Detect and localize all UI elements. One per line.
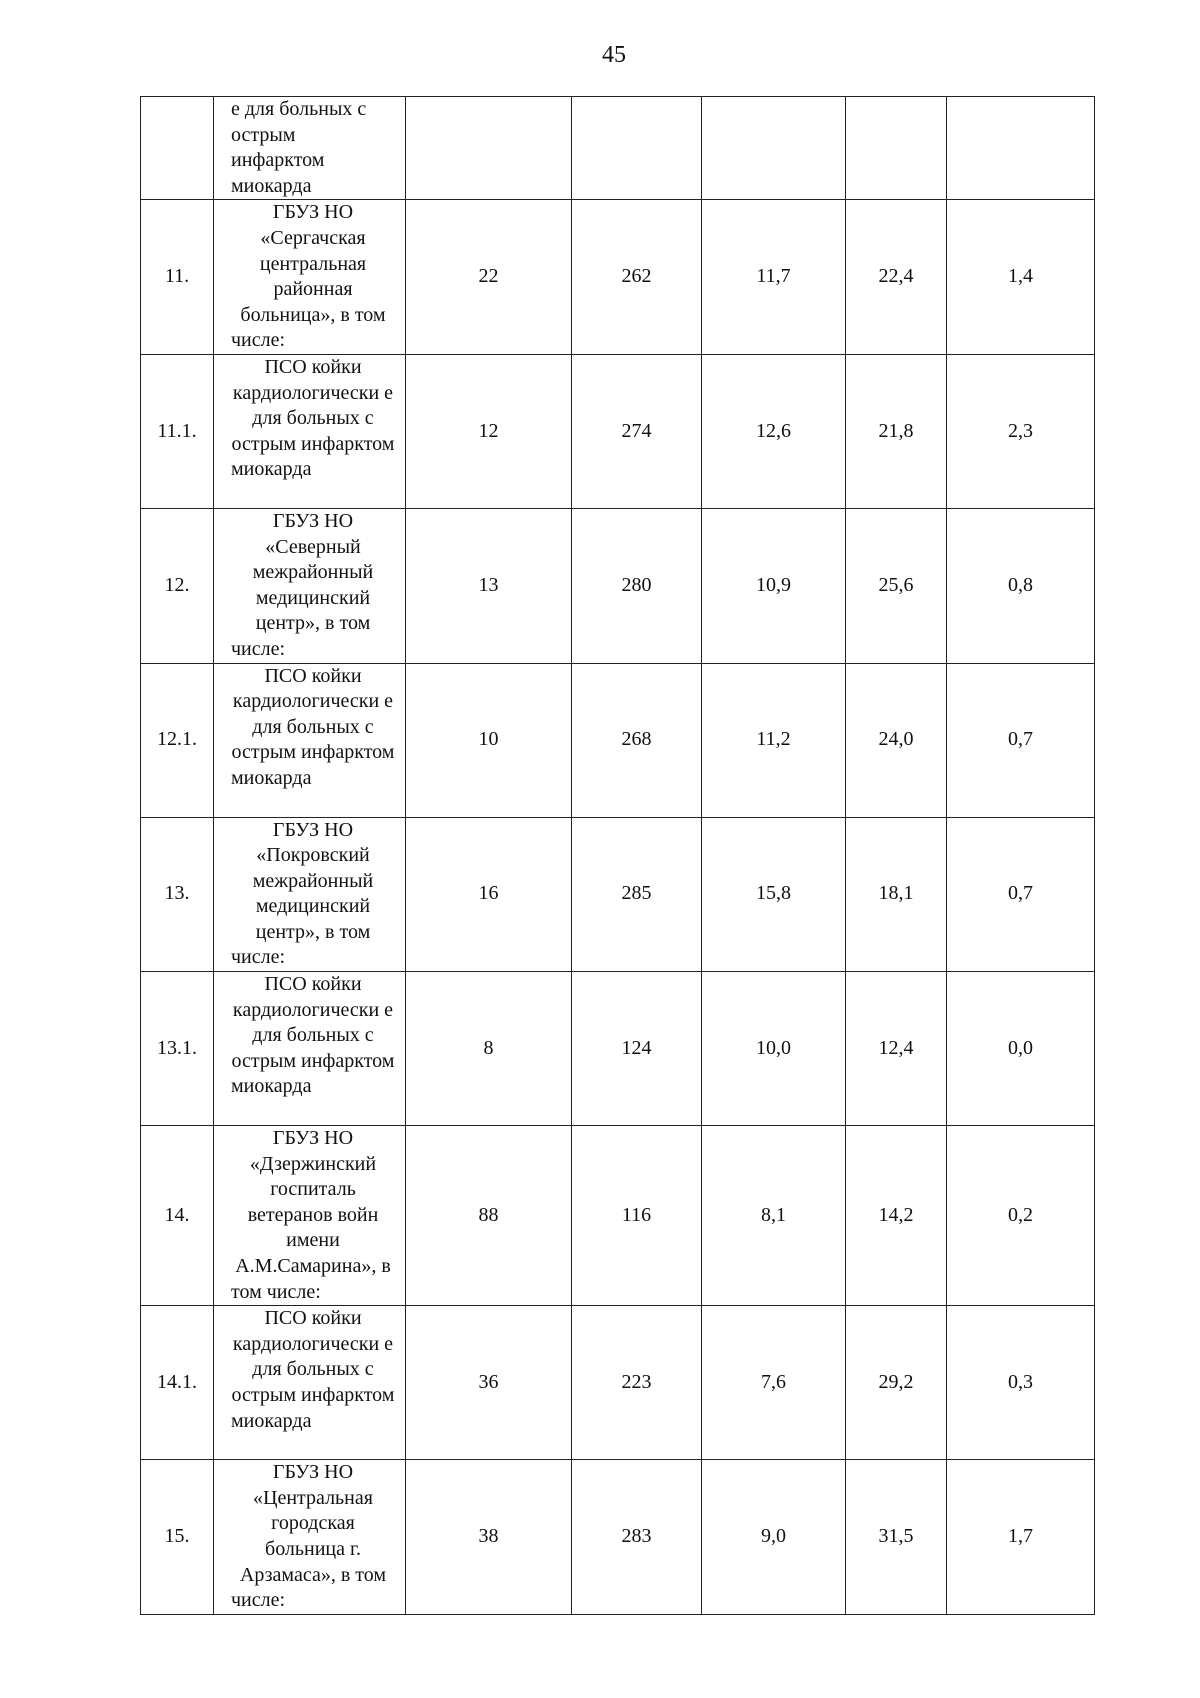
table-row <box>141 972 1095 1126</box>
row-number-cell: 13. <box>141 817 214 972</box>
value-cell: 14,2 <box>846 1126 947 1306</box>
institution-name-cell: ПСО койки кардиологически е для больных с острым инфарктом миокарда <box>214 663 406 817</box>
row-number-cell: 15. <box>141 1460 214 1615</box>
institution-name-cell: ГБУЗ НО «Сергачская центральная районная больница», в том числе: <box>214 200 406 355</box>
table-row <box>141 663 1095 817</box>
institution-name-cell: ПСО койки кардиологически е для больных с острым инфарктом миокарда <box>214 1306 406 1460</box>
table-row <box>141 1460 1095 1615</box>
value-cell: 11,7 <box>702 200 846 355</box>
value-cell: 10,9 <box>702 508 846 663</box>
value-cell: 36 <box>406 1306 572 1460</box>
value-cell: 7,6 <box>702 1306 846 1460</box>
value-cell <box>572 97 702 200</box>
value-cell: 0,0 <box>947 972 1095 1126</box>
value-cell: 285 <box>572 817 702 972</box>
value-cell <box>846 97 947 200</box>
value-cell: 31,5 <box>846 1460 947 1615</box>
institution-name-line: инфарктом <box>231 149 325 172</box>
row-number-cell: 14.1. <box>141 1306 214 1460</box>
row-number-cell <box>141 97 214 200</box>
value-cell: 1,7 <box>947 1460 1095 1615</box>
value-cell: 15,8 <box>702 817 846 972</box>
value-cell: 88 <box>406 1126 572 1306</box>
institution-name-cell: ПСО койки кардиологически е для больных с острым инфарктом миокарда <box>214 354 406 508</box>
value-cell: 223 <box>572 1306 702 1460</box>
value-cell: 0,7 <box>947 663 1095 817</box>
value-cell: 0,8 <box>947 508 1095 663</box>
hospital-indicators-table <box>140 96 1095 1615</box>
institution-name-line: миокарда <box>231 174 312 197</box>
value-cell <box>702 97 846 200</box>
institution-name-cell <box>214 97 406 200</box>
value-cell: 116 <box>572 1126 702 1306</box>
table-row <box>141 97 1095 200</box>
institution-name-cell: ГБУЗ НО «Северный межрайонный медицинский центр», в том числе: <box>214 508 406 663</box>
table-row <box>141 508 1095 663</box>
value-cell: 21,8 <box>846 354 947 508</box>
row-number-cell: 12. <box>141 508 214 663</box>
value-cell: 262 <box>572 200 702 355</box>
row-number-cell: 13.1. <box>141 972 214 1126</box>
value-cell: 11,2 <box>702 663 846 817</box>
value-cell: 124 <box>572 972 702 1126</box>
value-cell <box>406 97 572 200</box>
value-cell: 29,2 <box>846 1306 947 1460</box>
institution-name-cell: ГБУЗ НО «Дзержинский госпиталь ветеранов войн имени А.М.Самарина», в том числе: <box>214 1126 406 1306</box>
value-cell: 12 <box>406 354 572 508</box>
value-cell: 12,4 <box>846 972 947 1126</box>
value-cell: 9,0 <box>702 1460 846 1615</box>
institution-name-cell: ПСО койки кардиологически е для больных с острым инфарктом миокарда <box>214 972 406 1126</box>
value-cell: 274 <box>572 354 702 508</box>
value-cell <box>947 97 1095 200</box>
institution-name-cell: ГБУЗ НО «Покровский межрайонный медицинский центр», в том числе: <box>214 817 406 972</box>
value-cell: 25,6 <box>846 508 947 663</box>
value-cell: 38 <box>406 1460 572 1615</box>
value-cell: 0,2 <box>947 1126 1095 1306</box>
value-cell: 280 <box>572 508 702 663</box>
value-cell: 283 <box>572 1460 702 1615</box>
value-cell: 24,0 <box>846 663 947 817</box>
value-cell: 13 <box>406 508 572 663</box>
table-row <box>141 1306 1095 1460</box>
value-cell: 0,3 <box>947 1306 1095 1460</box>
value-cell: 8,1 <box>702 1126 846 1306</box>
row-number-cell: 11.1. <box>141 354 214 508</box>
institution-name-line: е для больных с <box>231 98 367 120</box>
table-row <box>141 817 1095 972</box>
value-cell: 10 <box>406 663 572 817</box>
page-number: 45 <box>602 42 626 68</box>
row-number-cell: 12.1. <box>141 663 214 817</box>
value-cell: 22,4 <box>846 200 947 355</box>
row-number-cell: 11. <box>141 200 214 355</box>
row-number-cell: 14. <box>141 1126 214 1306</box>
institution-name-line: острым <box>231 123 296 146</box>
table-row <box>141 1126 1095 1306</box>
value-cell: 18,1 <box>846 817 947 972</box>
value-cell: 10,0 <box>702 972 846 1126</box>
value-cell: 22 <box>406 200 572 355</box>
value-cell: 8 <box>406 972 572 1126</box>
value-cell: 16 <box>406 817 572 972</box>
table-row <box>141 354 1095 508</box>
table-row <box>141 200 1095 355</box>
value-cell: 268 <box>572 663 702 817</box>
value-cell: 1,4 <box>947 200 1095 355</box>
institution-name-cell: ГБУЗ НО «Центральная городская больница г. Арзамаса», в том числе: <box>214 1460 406 1615</box>
value-cell: 0,7 <box>947 817 1095 972</box>
value-cell: 2,3 <box>947 354 1095 508</box>
value-cell: 12,6 <box>702 354 846 508</box>
